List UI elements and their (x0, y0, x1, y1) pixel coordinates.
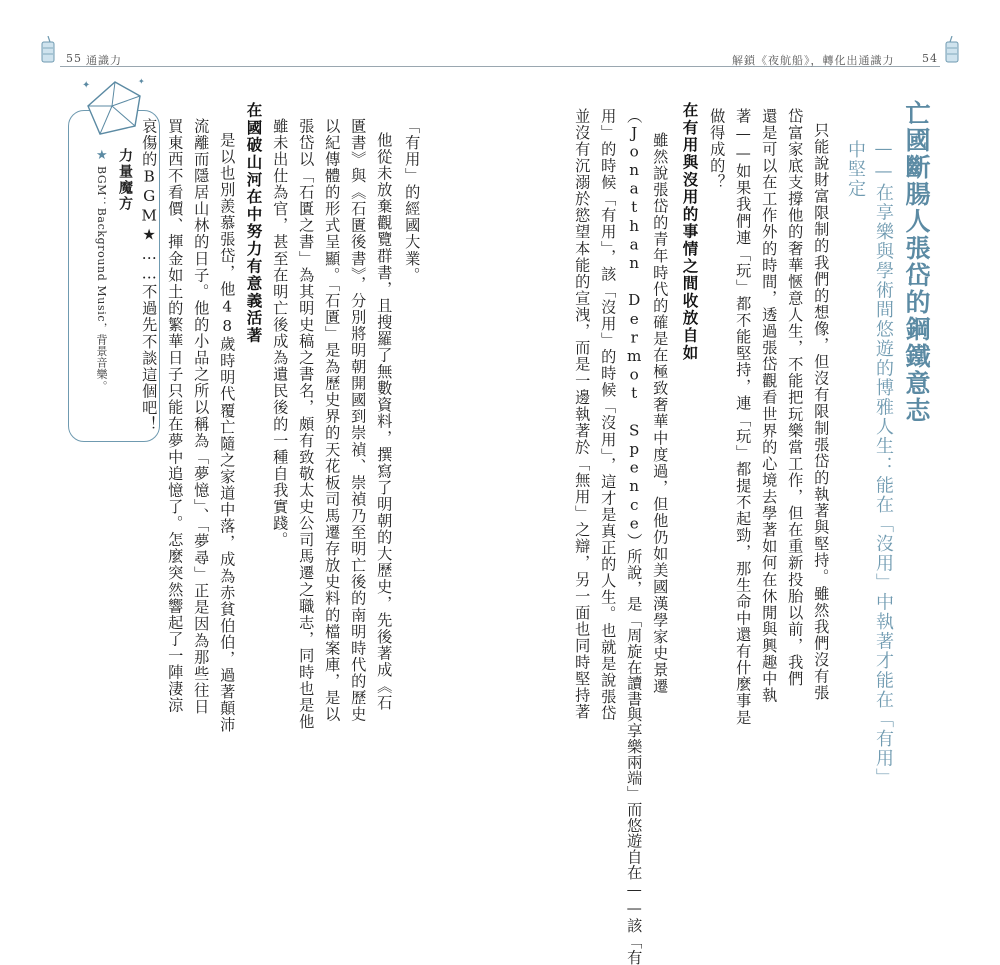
cup-icon (38, 36, 58, 66)
left-body-col-9: 買東西不看價、揮金如土的繁華日子只能在夢中追憶了。怎麼突然響起了一陣淒涼 (166, 118, 185, 714)
right-body-col-9: 並沒有沉溺於慾望本能的宣洩，而是一邊執著於「無用」之辯，另一面也同時堅持著 (573, 108, 592, 721)
left-body-col-2: 他從未放棄觀覽群書，且搜羅了無數資料，撰寫了明朝的大歷史，先後著成《石 (375, 132, 394, 712)
chapter-subtitle-cont: 中堅定 (845, 140, 866, 199)
star-icon: ★ (96, 148, 108, 163)
sidebar-note: BGM：Background Music，背景音樂。 (95, 166, 108, 392)
right-body-col-7: （Jonathan Dermot Spence）所說，是「周旋在讀書與享樂兩端」而悠遊自在——該「有 (625, 108, 644, 965)
right-body-col-5: 做得成的？ (708, 108, 727, 191)
svg-text:✦: ✦ (138, 77, 145, 86)
right-section-heading: 在有用與沒用的事情之間收放自如 (680, 102, 699, 362)
right-body-col-6: 雖然說張岱的青年時代的確是在極致奢華中度過，但他仍如美國漢學家史景遷 (651, 132, 670, 695)
right-page-number: 54 (922, 52, 938, 65)
left-body-col-10: 哀傷的BGM★……不過先不談這個吧！ (140, 118, 159, 433)
svg-text:✦: ✦ (82, 80, 91, 91)
cup-icon (942, 36, 962, 66)
left-body-col-6: 雖未出仕為官，甚至在明亡後成為遺民後的一種自我實踐。 (271, 118, 290, 549)
chapter-title: 亡國斷腸人張岱的鋼鐵意志 (902, 100, 931, 424)
left-body-col-3: 匱書》與《石匱後書》，分別將明朝開國到崇禎、崇禎乃至明亡後的南明時代的歷史 (349, 118, 368, 723)
left-body-col-4: 以紀傳體的形式呈顯。「石匱」是為歷史界的天花板司馬遷存放史料的檔案庫，是以 (323, 118, 342, 723)
left-section-heading: 在國破山河在中努力有意義活著 (244, 102, 263, 345)
right-running-title: 解鎖《夜航船》，轉化出通識力 (732, 54, 895, 67)
left-body-col-1: 「有用」的經國大業。 (403, 118, 422, 284)
right-body-col-3: 還是可以在工作外的時間，透過張岱觀看世界的心境去學著如何在休閒與興趣中執 (760, 108, 779, 704)
sidebar-title: 力量魔方 (117, 148, 133, 212)
right-body-col-4: 著——如果我們連「玩」都不能堅持，連「玩」都提不起勁，那生命中還有什麼事是 (734, 108, 753, 726)
right-body-col-8: 用」的時候「有用」，該「沒用」的時候「沒用」，這才是真正的人生。也就是說張岱 (599, 108, 618, 722)
left-running-title: 通識力 (86, 54, 122, 67)
right-body-col-2: 岱富家底支撐他的奢華愜意人生，不能把玩樂當工作，但在重新投胎以前，我們 (786, 108, 805, 688)
left-body-col-8: 流離而隱居山林的日子。他的小品之所以稱為「夢憶」、「夢尋」正是因為那些往日 (192, 118, 211, 716)
chapter-subtitle: ——在享樂與學術間悠遊的博雅人生：能在「沒用」中執著才能在「有用」 (873, 138, 894, 788)
left-body-col-7: 是以也別羨慕張岱，他48歲時明代覆亡隨之家道中落，成為赤貧伯伯，過著顛沛 (218, 132, 237, 734)
left-page-number: 55 (66, 52, 82, 65)
left-body-col-5: 張岱以「石匱之書」為其明史稿之書名，頗有致敬太史公司馬遷之職志，同時也是他 (297, 118, 316, 731)
right-body-col-1: 只能說財富限制的我們的想像，但沒有限制張岱的執著與堅持。雖然我們沒有張 (812, 122, 831, 702)
